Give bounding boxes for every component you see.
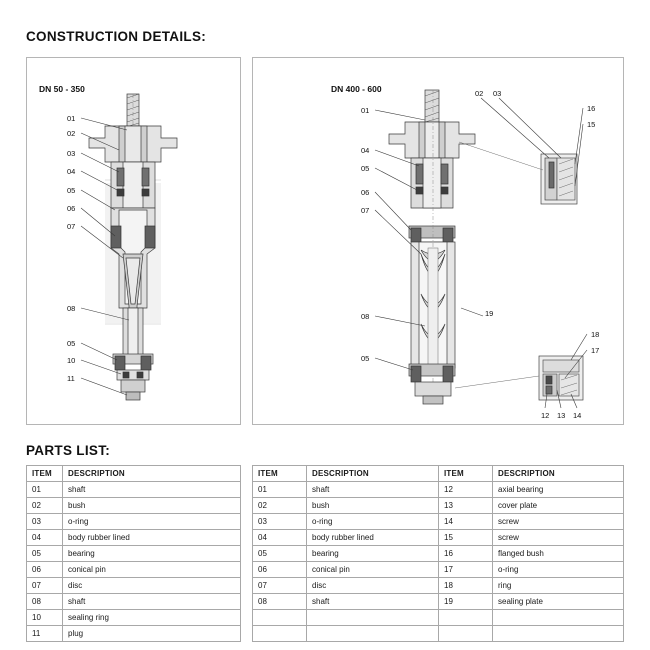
cell-item: 18 — [439, 578, 493, 594]
callout-right-03: 03 — [493, 89, 502, 98]
cell-description — [493, 610, 624, 626]
table-row — [27, 498, 241, 514]
cell-item: 11 — [27, 626, 63, 642]
cell-description: disc — [307, 578, 439, 594]
callout-right-02: 02 — [475, 89, 484, 98]
table-row — [253, 626, 624, 642]
cell-description: cover plate — [493, 498, 624, 514]
parts-table-dn400-600 — [252, 465, 624, 642]
callout-left-04: 04 — [67, 167, 76, 176]
cell-description: ring — [493, 578, 624, 594]
cell-description: body rubber lined — [307, 530, 439, 546]
callout-left-11: 11 — [67, 374, 75, 383]
drawing-label-left: DN 50 - 350 — [39, 84, 85, 94]
cell-description: o-ring — [493, 562, 624, 578]
callout-right-13: 13 — [557, 411, 566, 420]
cell-description: shaft — [307, 594, 439, 610]
callout-left-07: 07 — [67, 222, 76, 231]
cell-item: 14 — [439, 514, 493, 530]
cell-item: 13 — [439, 498, 493, 514]
callout-left-10: 10 — [67, 356, 76, 365]
cell-item: 17 — [439, 562, 493, 578]
col-header-description-1: DESCRIPTION — [307, 466, 439, 482]
cell-item: 03 — [253, 514, 307, 530]
cell-item: 15 — [439, 530, 493, 546]
cell-item: 10 — [27, 610, 63, 626]
callout-right-12: 12 — [541, 411, 550, 420]
drawing-panel-dn400-600 — [252, 57, 624, 425]
cell-item: 12 — [439, 482, 493, 498]
cell-item: 01 — [253, 482, 307, 498]
table-row — [253, 514, 624, 530]
cell-description: sealing ring — [63, 610, 241, 626]
cell-description — [307, 626, 439, 642]
table-row — [253, 578, 624, 594]
table-row — [27, 626, 241, 642]
table-row — [253, 594, 624, 610]
callout-left-08: 08 — [67, 304, 76, 313]
callout-right-08: 08 — [361, 312, 370, 321]
cell-item — [439, 626, 493, 642]
cell-item: 04 — [253, 530, 307, 546]
table-row — [27, 530, 241, 546]
callout-left-05: 05 — [67, 186, 76, 195]
page-title-construction: CONSTRUCTION DETAILS: — [26, 29, 207, 44]
cell-description: conical pin — [63, 562, 241, 578]
table-row — [253, 610, 624, 626]
cell-description: body rubber lined — [63, 530, 241, 546]
cell-description: bush — [307, 498, 439, 514]
callout-right-18: 18 — [591, 330, 600, 339]
cell-description: plug — [63, 626, 241, 642]
cell-description: o-ring — [63, 514, 241, 530]
callout-right-06: 06 — [361, 188, 370, 197]
cell-item: 06 — [253, 562, 307, 578]
valve-section-drawing-right — [253, 58, 625, 426]
table-row — [27, 562, 241, 578]
parts-table-dn50-350 — [26, 465, 241, 642]
cell-description — [493, 626, 624, 642]
table-row — [27, 514, 241, 530]
cell-description: bearing — [307, 546, 439, 562]
table-row — [253, 498, 624, 514]
cell-description: disc — [63, 578, 241, 594]
cell-item: 08 — [253, 594, 307, 610]
callout-left-01: 01 — [67, 114, 76, 123]
callout-left-02: 02 — [67, 129, 76, 138]
col-header-item-1: ITEM — [253, 466, 307, 482]
table-row — [27, 610, 241, 626]
callout-right-07: 07 — [361, 206, 370, 215]
cell-description: sealing plate — [493, 594, 624, 610]
callout-right-05b: 05 — [361, 354, 370, 363]
cell-item: 05 — [253, 546, 307, 562]
cell-description: shaft — [307, 482, 439, 498]
col-header-item-2: ITEM — [439, 466, 493, 482]
table-row — [253, 546, 624, 562]
cell-item: 07 — [253, 578, 307, 594]
cell-item: 02 — [253, 498, 307, 514]
col-header-item: ITEM — [27, 466, 63, 482]
cell-item — [253, 626, 307, 642]
cell-item: 04 — [27, 530, 63, 546]
cell-description: o-ring — [307, 514, 439, 530]
table-row — [27, 594, 241, 610]
col-header-description-2: DESCRIPTION — [493, 466, 624, 482]
page-title-parts: PARTS LIST: — [26, 443, 111, 458]
table-header-row — [27, 466, 241, 482]
cell-description: axial bearing — [493, 482, 624, 498]
cell-item: 05 — [27, 546, 63, 562]
cell-description: screw — [493, 530, 624, 546]
callout-left-03: 03 — [67, 149, 76, 158]
cell-item: 07 — [27, 578, 63, 594]
cell-item: 06 — [27, 562, 63, 578]
table-row — [253, 530, 624, 546]
callout-right-04: 04 — [361, 146, 370, 155]
callout-right-16: 16 — [587, 104, 596, 113]
callout-right-05: 05 — [361, 164, 370, 173]
cell-item: 03 — [27, 514, 63, 530]
table-row — [27, 482, 241, 498]
cell-description: shaft — [63, 482, 241, 498]
cell-description — [307, 610, 439, 626]
callout-right-17: 17 — [591, 346, 600, 355]
table-row — [27, 546, 241, 562]
cell-item: 19 — [439, 594, 493, 610]
cell-item: 08 — [27, 594, 63, 610]
callout-right-01: 01 — [361, 106, 370, 115]
table-row — [253, 482, 624, 498]
cell-item: 01 — [27, 482, 63, 498]
col-header-description: DESCRIPTION — [63, 466, 241, 482]
callout-right-15: 15 — [587, 120, 596, 129]
valve-section-drawing-left — [27, 58, 242, 426]
drawing-label-right: DN 400 - 600 — [331, 84, 382, 94]
cell-item: 02 — [27, 498, 63, 514]
cell-item — [439, 610, 493, 626]
callout-left-06: 06 — [67, 204, 76, 213]
cell-description: bush — [63, 498, 241, 514]
table-row — [27, 578, 241, 594]
callout-right-14: 14 — [573, 411, 582, 420]
drawing-panel-dn50-350 — [26, 57, 241, 425]
cell-description: shaft — [63, 594, 241, 610]
table-row — [253, 562, 624, 578]
callout-right-19: 19 — [485, 309, 494, 318]
callout-left-05b: 05 — [67, 339, 76, 348]
cell-item — [253, 610, 307, 626]
cell-description: bearing — [63, 546, 241, 562]
cell-item: 16 — [439, 546, 493, 562]
cell-description: screw — [493, 514, 624, 530]
table-header-row — [253, 466, 624, 482]
cell-description: flanged bush — [493, 546, 624, 562]
cell-description: conical pin — [307, 562, 439, 578]
